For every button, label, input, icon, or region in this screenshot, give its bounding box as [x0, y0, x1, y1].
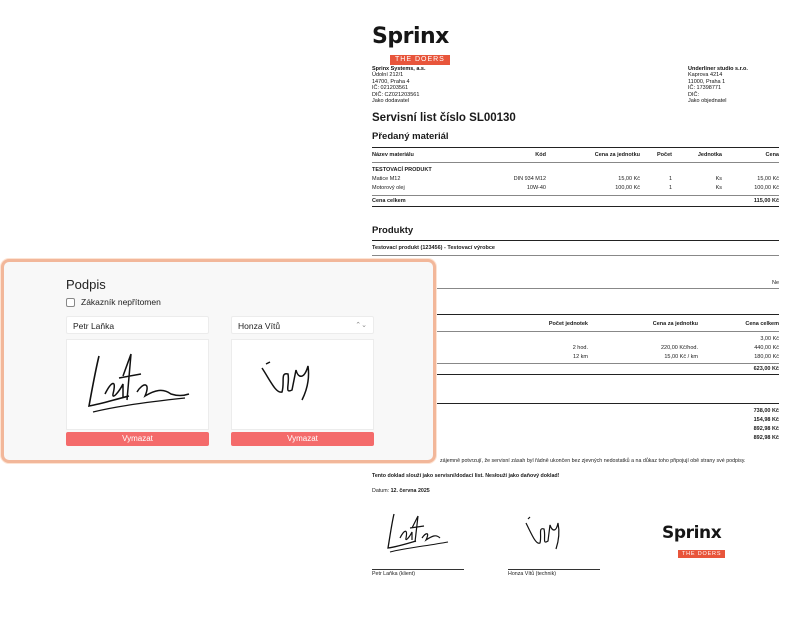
summary-value: 154,98 Kč	[753, 417, 779, 423]
divider	[372, 240, 779, 241]
material-group: TESTOVACÍ PRODUKT	[372, 167, 432, 173]
product-item: Testovací produkt (123456) - Testovací výrobce	[372, 245, 495, 251]
divider	[372, 162, 779, 163]
customer-absent-checkbox-row[interactable]	[66, 297, 161, 307]
tech-signature-caption: Honza Vítů (technik)	[508, 571, 556, 577]
material-heading: Předaný materiál	[372, 131, 449, 142]
client-signature-line	[372, 569, 464, 570]
tech-signature-line	[508, 569, 600, 570]
client-signature-caption: Petr Laňka (klient)	[372, 571, 415, 577]
sprinx-logo-footer: Sprinx THE DOERS	[662, 524, 725, 560]
date-line: Datum: 12. června 2025	[372, 488, 430, 494]
col-header-unit-price-work: Cena za jednotku	[652, 321, 698, 327]
material-total-label: Cena celkem	[372, 198, 406, 204]
product-value-ne: Ne	[771, 280, 779, 286]
products-heading: Produkty	[372, 225, 414, 236]
client-signature-image	[382, 508, 452, 558]
signature-panel	[1, 259, 436, 463]
technician-select[interactable]	[231, 316, 374, 334]
document-title: Servisní list číslo SL00130	[372, 112, 516, 124]
clear-client-signature-button[interactable]: Vymazat	[66, 432, 209, 446]
customer-absent-checkbox[interactable]	[66, 298, 75, 307]
client-signature-drawing	[67, 340, 208, 429]
summary-value: 892,98 Kč	[753, 435, 779, 441]
divider	[372, 195, 779, 196]
customer-address: Underliner studio s.r.o. Kaprova 4214 11000, Praha 1 IČ: 17398771 DIČ: Jako objednatel	[688, 66, 748, 105]
sprinx-logo: Sprinx THE DOERS	[372, 24, 449, 63]
work-subtotal: 623,00 Kč	[753, 366, 779, 372]
tech-signature-drawing	[232, 340, 373, 429]
divider	[372, 147, 779, 148]
col-header-price: Cena	[765, 152, 779, 158]
disclaimer: Tento doklad slouží jako servisní/dodací list. Nesłouží jako daňový doklad!	[372, 473, 560, 479]
service-document: Sprinx THE DOERS Sprinx Systems, a.s. Údolní 212/1 14700, Praha 4 IČ: 021203561 DIČ: CZ021203561 Jako dodavatel Underliner studio s.r.o. Kaprova 4214 11000, Praha 1 IČ: 17398771 DIČ: Jako objednatel Servisní list číslo SL00130 Předaný materiál Název materiálu Kód Cena za jednotku Počet Jednotka Cena TESTOVACÍ PRODUKT Matice M12 DIN 934 M12 15,00 Kč 1 Ks 15,00 Kč Motorový olej 10W-40 100,00 Kč 1 Ks 100,00 Kč Cena celkem 115,00 Kč Produkty Testovací produkt (123456) - Testovací výrobce Ne Počet jednotek Cena za jednotku Cena celkem 3,00 Kč 2 hod. 220,00 Kč/hod. 440,00 Kč 12 km 15,00 Kč / km 180,00 Kč 623,00 Kč 738,00 Kč 154,98 Kč 892,98 Kč 892,98 Kč zájemně potvrzují, že servisní zásah byl řádně ukončen bez zjevných nedostatků a na důkaz toho připojují obě strany své podpisy. Tento doklad slouží jako servisní/dodací list. Nesłouží jako daňový doklad! Datum: 12. června 2025 Petr Laňka (klient) Honza Vítů (technik) Sprinx THE DOERS	[356, 0, 800, 633]
col-header-total-work: Cena celkem	[745, 321, 779, 327]
tech-signature-pad[interactable]	[231, 339, 374, 430]
material-total-value: 115,00 Kč	[753, 198, 779, 204]
divider	[372, 206, 779, 207]
col-header-unit-price: Cena za jednotku	[594, 152, 640, 158]
col-header-code: Kód	[535, 152, 546, 158]
col-header-count: Počet	[657, 152, 672, 158]
clear-tech-signature-button[interactable]: Vymazat	[231, 432, 374, 446]
col-header-unit: Jednotka	[697, 152, 722, 158]
col-header-name: Název materiálu	[372, 152, 414, 158]
technician-select-value: Honza Vítů	[238, 321, 281, 331]
chevron-updown-icon: ⌃⌄	[355, 322, 367, 329]
client-signature-pad[interactable]	[66, 339, 209, 430]
supplier-address: Sprinx Systems, a.s. Údolní 212/1 14700, Praha 4 IČ: 021203561 DIČ: CZ021203561 Jako dodavatel	[372, 66, 426, 105]
divider	[372, 255, 779, 256]
col-header-units: Počet jednotek	[548, 321, 588, 327]
customer-absent-label: Zákazník nepřítomen	[81, 297, 161, 307]
tech-signature-image	[522, 515, 566, 555]
panel-title: Podpis	[66, 277, 106, 292]
confirmation-note: zájemně potvrzují, že servisní zásah byl řádně ukončen bez zjevných nedostatků a na důkaz toho připojují obě strany své podpisy.	[440, 458, 746, 464]
summary-value: 892,98 Kč	[753, 426, 779, 432]
summary-value: 738,00 Kč	[753, 408, 779, 414]
client-name-input[interactable]: Petr Laňka	[66, 316, 209, 334]
